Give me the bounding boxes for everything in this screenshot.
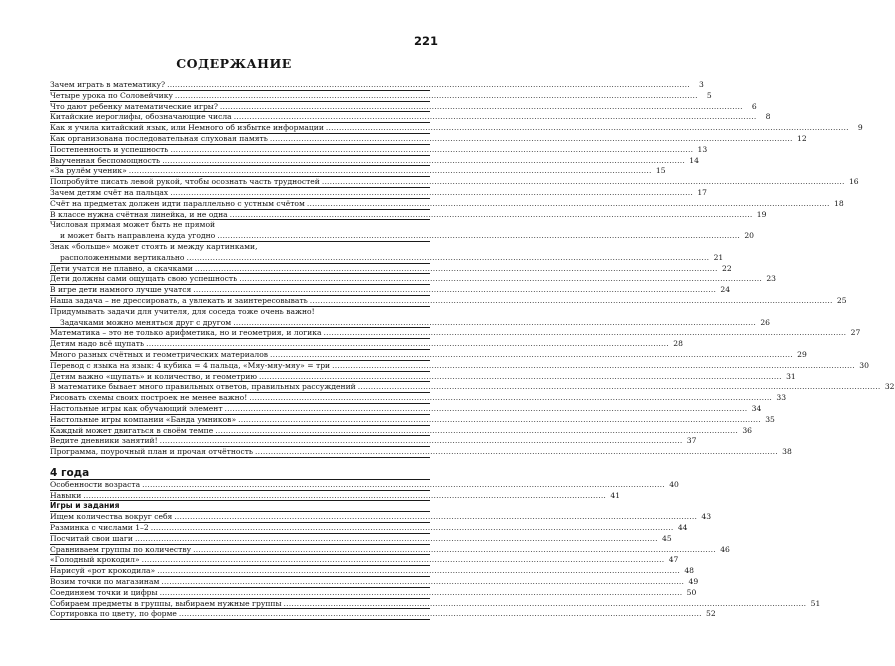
toc-leader-dots xyxy=(162,156,685,167)
toc-entry xyxy=(50,382,895,393)
toc-entry xyxy=(50,144,708,156)
toc-entry-title: Настольные игры как обучающий элемент xyxy=(50,403,223,413)
toc-entry xyxy=(50,447,792,458)
toc-entry xyxy=(50,609,716,620)
toc-entry-page: 21 xyxy=(713,252,724,262)
toc-entry xyxy=(50,598,821,610)
toc-entry xyxy=(50,393,787,404)
toc-entry-title: В математике бывает много правильных ответов, правильных рассуждений xyxy=(50,382,356,392)
toc-entry xyxy=(50,425,753,437)
toc-entry-page: 49 xyxy=(688,577,699,587)
toc-leader-dots xyxy=(230,210,753,221)
toc-main-entries xyxy=(50,80,895,458)
toc-entry xyxy=(50,209,767,221)
toc-entry-page: 14 xyxy=(689,155,699,165)
toc-leader-dots xyxy=(310,296,833,307)
toc-entry-page: 47 xyxy=(668,555,679,565)
toc-entry xyxy=(50,166,666,177)
toc-entry xyxy=(50,187,707,199)
toc-leader-dots xyxy=(270,350,793,361)
toc-entry xyxy=(50,349,807,361)
toc-entry-title: Дети учатся не плавно, а скачками xyxy=(50,263,193,273)
toc-entry-page: 30 xyxy=(859,360,869,370)
page-title: СОДЕРЖАНИЕ xyxy=(176,56,292,71)
toc-leader-dots xyxy=(146,339,669,350)
toc-leader-dots xyxy=(151,523,674,534)
toc-entry-page: 35 xyxy=(765,414,775,424)
toc-entry-page: 22 xyxy=(721,263,732,273)
toc-leader-dots xyxy=(193,545,716,556)
toc-leader-dots xyxy=(174,512,697,523)
toc-entry-title: Что дают ребенку математические игры? xyxy=(50,101,218,111)
toc-entry-page: 31 xyxy=(786,371,796,381)
toc-entry xyxy=(50,512,712,523)
toc-entry-title: Знак «больше» может стоять и между картинками, xyxy=(50,241,258,251)
toc-entry-page: 32 xyxy=(884,382,895,392)
toc-entry xyxy=(50,339,683,350)
section-spacer xyxy=(50,458,430,466)
toc-list xyxy=(50,80,895,620)
subsection-heading: Игры и задания xyxy=(50,501,430,512)
toc-entry xyxy=(50,555,679,566)
toc-entry-title: Зачем детям счёт на пальцах xyxy=(50,187,169,197)
toc-entry-page: 33 xyxy=(776,393,787,403)
toc-entry-title: Соединяем точки и цифры xyxy=(50,587,158,597)
toc-entry-title: Детям надо всё щупать xyxy=(50,339,145,349)
toc-entry-page: 3 xyxy=(699,80,704,89)
toc-entry-page: 12 xyxy=(796,133,807,143)
toc-entry-title: Перевод с языка на язык: 4 кубика = 4 пальца, «Мяу-мяу-мяу» = три xyxy=(50,360,331,370)
toc-entry xyxy=(50,307,430,318)
toc-leader-dots xyxy=(170,188,693,199)
toc-leader-dots xyxy=(358,382,881,393)
toc-entry-page: 6 xyxy=(751,101,757,111)
toc-entry-page: 29 xyxy=(797,349,807,359)
toc-entry xyxy=(50,414,775,426)
toc-leader-dots xyxy=(179,609,702,620)
toc-leader-dots xyxy=(175,91,698,102)
toc-entry-page: 28 xyxy=(673,339,683,349)
toc-leader-dots xyxy=(284,599,807,610)
toc-entry xyxy=(50,242,430,253)
toc-leader-dots xyxy=(238,415,761,426)
toc-entry-title: Дети должны сами ощущать свою успешность xyxy=(50,274,238,284)
toc-entry-title: Навыки xyxy=(50,490,82,500)
toc-entry xyxy=(50,274,776,285)
toc-entry-title: Каждый может двигаться в своём темпе xyxy=(50,425,214,435)
toc-leader-dots xyxy=(332,361,855,372)
toc-leader-dots xyxy=(234,112,757,123)
toc-leader-dots xyxy=(307,199,830,210)
toc-entry xyxy=(50,90,712,102)
toc-entry-title: Наша задача – не дрессировать, а увлекать и заинтересовывать xyxy=(50,295,308,305)
toc-leader-dots xyxy=(217,231,740,242)
toc-entry-page: 15 xyxy=(655,166,666,176)
toc-leader-dots xyxy=(326,123,849,134)
toc-entry-title: Придумывать задачи для учителя, для соседа тоже очень важно! xyxy=(50,306,315,316)
toc-entry-title: Разминка с числами 1–2 xyxy=(50,523,149,533)
toc-leader-dots xyxy=(142,555,665,566)
toc-entry xyxy=(50,436,697,447)
toc-entry xyxy=(50,263,732,275)
toc-entry-page: 52 xyxy=(706,609,716,619)
toc-leader-dots xyxy=(129,166,652,177)
toc-leader-dots xyxy=(322,177,845,188)
toc-entry-title: Выученная беспомощность xyxy=(50,155,161,165)
toc-leader-dots xyxy=(157,566,680,577)
toc-entry-title: Возим точки по магазинам xyxy=(50,577,160,587)
toc-entry-title: Как организована последовательная слуховая память xyxy=(50,133,268,143)
toc-entry-title: Зачем играть в математику? xyxy=(50,80,166,89)
toc-entry xyxy=(50,220,430,231)
toc-entry-title: Программа, поурочный план и прочая отчётность xyxy=(50,447,254,457)
toc-leader-dots xyxy=(255,447,778,458)
toc-entry-page: 9 xyxy=(857,123,863,133)
toc-leader-dots xyxy=(195,264,718,275)
toc-entry-title: и может быть направлена куда угодно xyxy=(60,231,216,241)
toc-leader-dots xyxy=(167,80,690,91)
toc-entry-title: Нарисуй «рот крокодила» xyxy=(50,566,156,576)
toc-entry xyxy=(50,123,863,134)
toc-entry xyxy=(50,479,679,491)
toc-entry-page: 46 xyxy=(720,544,730,554)
toc-leader-dots xyxy=(225,404,748,415)
toc-entry xyxy=(50,133,807,145)
toc-entry xyxy=(50,317,771,329)
toc-entry-title: Сортировка по цвету, по форме xyxy=(50,609,177,619)
toc-entry xyxy=(50,101,757,113)
toc-entry-page: 41 xyxy=(610,490,621,500)
toc-entry-page: 26 xyxy=(760,317,771,327)
toc-entry-title: «За рулём ученик» xyxy=(50,166,127,176)
toc-leader-dots xyxy=(160,588,683,599)
toc-entry-title: Настольные игры компании «Банда умников» xyxy=(50,414,237,424)
toc-entry-page: 43 xyxy=(701,512,712,522)
toc-leader-dots xyxy=(233,318,756,329)
toc-leader-dots xyxy=(215,426,738,437)
toc-leader-dots xyxy=(142,480,665,491)
toc-entry xyxy=(50,328,861,339)
toc-entry-title: Задачками можно меняться друг с другом xyxy=(60,317,232,327)
toc-entry xyxy=(50,177,859,188)
toc-entry-page: 5 xyxy=(706,90,712,100)
toc-entry-page: 17 xyxy=(697,187,707,197)
toc-leader-dots xyxy=(193,285,716,296)
games-entries xyxy=(50,512,821,620)
toc-entry-page: 34 xyxy=(751,403,762,413)
toc-entry-title: Особенности возраста xyxy=(50,479,141,489)
toc-entry xyxy=(50,231,754,242)
toc-entry-title: Детям важно «щупать» и количество, и геометрию xyxy=(50,371,257,381)
toc-entry-title: Собираем предметы в группы, выбираем нужные группы xyxy=(50,598,282,608)
toc-entry-title: Постепенность и успешность xyxy=(50,144,169,154)
toc-leader-dots xyxy=(135,534,658,545)
toc-entry-page: 8 xyxy=(765,112,771,122)
toc-entry-page: 44 xyxy=(677,523,688,533)
toc-entry-page: 40 xyxy=(669,479,679,489)
toc-entry-title: Числовая прямая может быть не прямой xyxy=(50,220,216,230)
toc-entry-page: 45 xyxy=(662,533,672,543)
toc-entry-title: Четыре урока по Соловейчику xyxy=(50,90,173,100)
toc-entry xyxy=(50,403,762,415)
toc-entry xyxy=(50,360,869,372)
toc-entry xyxy=(50,155,699,167)
toc-entry-page: 51 xyxy=(810,598,821,608)
toc-entry-title: Рисовать схемы своих построек не менее важно! xyxy=(50,393,248,403)
toc-entry xyxy=(50,371,796,383)
toc-entry-page: 36 xyxy=(742,425,753,435)
toc-entry-title: Ведите дневники занятий! xyxy=(50,436,158,446)
toc-entry-page: 19 xyxy=(756,209,767,219)
toc-entry-page: 24 xyxy=(720,285,731,295)
toc-entry xyxy=(50,566,694,577)
toc-entry xyxy=(50,80,704,91)
toc-entry-title: расположенными вертикально xyxy=(60,252,185,262)
toc-entry xyxy=(50,490,621,502)
toc-leader-dots xyxy=(170,145,693,156)
toc-entry-title: Китайские иероглифы, обозначающие числа xyxy=(50,112,232,122)
toc-entry-title: Посчитай свои шаги xyxy=(50,533,133,543)
toc-leader-dots xyxy=(220,102,743,113)
toc-entry-title: Сравниваем группы по количеству xyxy=(50,544,192,554)
toc-entry-page: 25 xyxy=(836,295,847,305)
toc-leader-dots xyxy=(324,328,847,339)
toc-entry-title: Много разных счётных и геометрических материалов xyxy=(50,349,269,359)
toc-entry-page: 50 xyxy=(686,587,697,597)
toc-entry-title: В игре дети намного лучше учатся xyxy=(50,285,192,295)
toc-entry-page: 38 xyxy=(782,447,792,457)
toc-leader-dots xyxy=(160,436,683,447)
toc-entry-page: 13 xyxy=(697,144,708,154)
toc-entry xyxy=(50,285,731,296)
toc-entry-title: В классе нужна счётная линейка, и не одна xyxy=(50,209,228,219)
toc-entry-page: 27 xyxy=(850,328,861,338)
toc-entry xyxy=(50,198,844,210)
toc-leader-dots xyxy=(239,274,762,285)
toc-entry-page: 23 xyxy=(766,274,776,284)
toc-leader-dots xyxy=(259,372,782,383)
toc-entry-page: 48 xyxy=(684,566,694,576)
toc-entry xyxy=(50,295,847,307)
toc-entry xyxy=(50,533,672,545)
toc-entry xyxy=(50,544,730,556)
toc-entry-page: 20 xyxy=(744,231,754,241)
toc-entry xyxy=(50,587,697,599)
section-heading: 4 года xyxy=(50,466,430,480)
toc-entry xyxy=(50,252,724,264)
section-entries xyxy=(50,479,679,502)
toc-entry-title: «Голодный крокодил» xyxy=(50,555,140,565)
toc-entry-title: Счёт на предметах должен идти параллельно с устным счётом xyxy=(50,198,305,208)
toc-entry-page: 37 xyxy=(686,436,697,446)
toc-leader-dots xyxy=(270,134,793,145)
toc-entry-title: Математика – это не только арифметика, но и геометрия, и логика xyxy=(50,328,322,338)
toc-entry xyxy=(50,523,688,534)
toc-entry-page: 16 xyxy=(848,177,859,187)
toc-leader-dots xyxy=(186,253,709,264)
toc-entry-title: Попробуйте писать левой рукой, чтобы осознать часть трудностей xyxy=(50,177,320,187)
toc-leader-dots xyxy=(249,393,772,404)
page-number: 221 xyxy=(413,34,438,48)
toc-entry-title: Ищем количества вокруг себя xyxy=(50,512,173,522)
toc-entry-title: Как я учила китайский язык, или Немного об избытке информации xyxy=(50,123,324,133)
toc-leader-dots xyxy=(83,491,606,502)
toc-entry-page: 18 xyxy=(834,198,844,208)
toc-entry xyxy=(50,112,771,123)
toc-entry xyxy=(50,577,699,588)
toc-leader-dots xyxy=(161,577,684,588)
